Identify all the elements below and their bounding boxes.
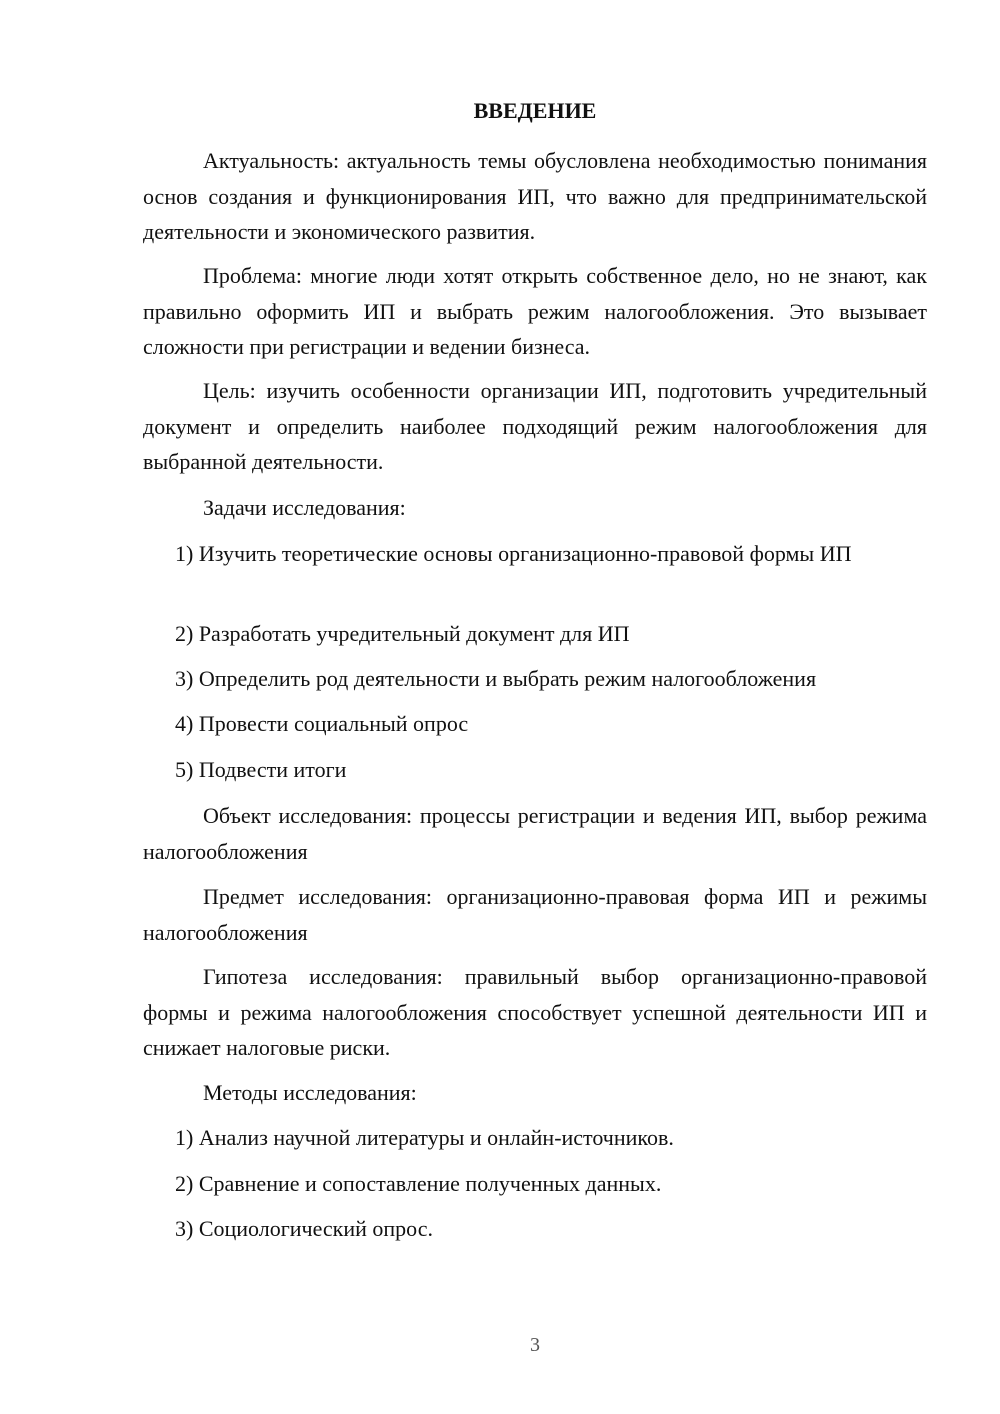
task-item-4: 4) Провести социальный опрос xyxy=(175,711,469,736)
subject-paragraph: Предмет исследования: организационно-правовая форма ИП и режимы налогообложения xyxy=(143,884,927,945)
method-item-2: 2) Сравнение и сопоставление полученных данных. xyxy=(175,1171,662,1196)
methods-heading: Методы исследования: xyxy=(203,1080,417,1105)
task-item-5: 5) Подвести итоги xyxy=(175,757,347,782)
goal-paragraph: Цель: изучить особенности организации ИП, подготовить учредительный документ и определить наиболее подходящий режим налогообложения для выбранной деятельности. xyxy=(143,378,927,474)
task-item-3: 3) Определить род деятельности и выбрать режим налогообложения xyxy=(175,666,817,691)
object-paragraph: Объект исследования: процессы регистрации и ведения ИП, выбор режима налогообложения xyxy=(143,803,927,864)
task-item-2: 2) Разработать учредительный документ для ИП xyxy=(175,621,630,646)
relevance-paragraph: Актуальность: актуальность темы обусловлена необходимостью понимания основ создания и функционирования ИП, что важно для предпринимательской деятельности и экономического развития. xyxy=(143,148,927,244)
method-item-1: 1) Анализ научной литературы и онлайн-источников. xyxy=(175,1125,674,1150)
tasks-heading: Задачи исследования: xyxy=(203,495,406,520)
page-number: 3 xyxy=(530,1334,540,1356)
hypothesis-paragraph: Гипотеза исследования: правильный выбор организационно-правовой формы и режима налогообложения способствует успешной деятельности ИП и снижает налоговые риски. xyxy=(143,964,927,1060)
section-title: ВВЕДЕНИЕ xyxy=(473,98,597,123)
method-item-3: 3) Социологический опрос. xyxy=(175,1216,433,1241)
task-item-1: 1) Изучить теоретические основы организационно-правовой формы ИП xyxy=(175,541,852,566)
problem-paragraph: Проблема: многие люди хотят открыть собственное дело, но не знают, как правильно оформить ИП и выбрать режим налогообложения. Это вызывает сложности при регистрации и ведении бизнеса. xyxy=(143,263,927,359)
